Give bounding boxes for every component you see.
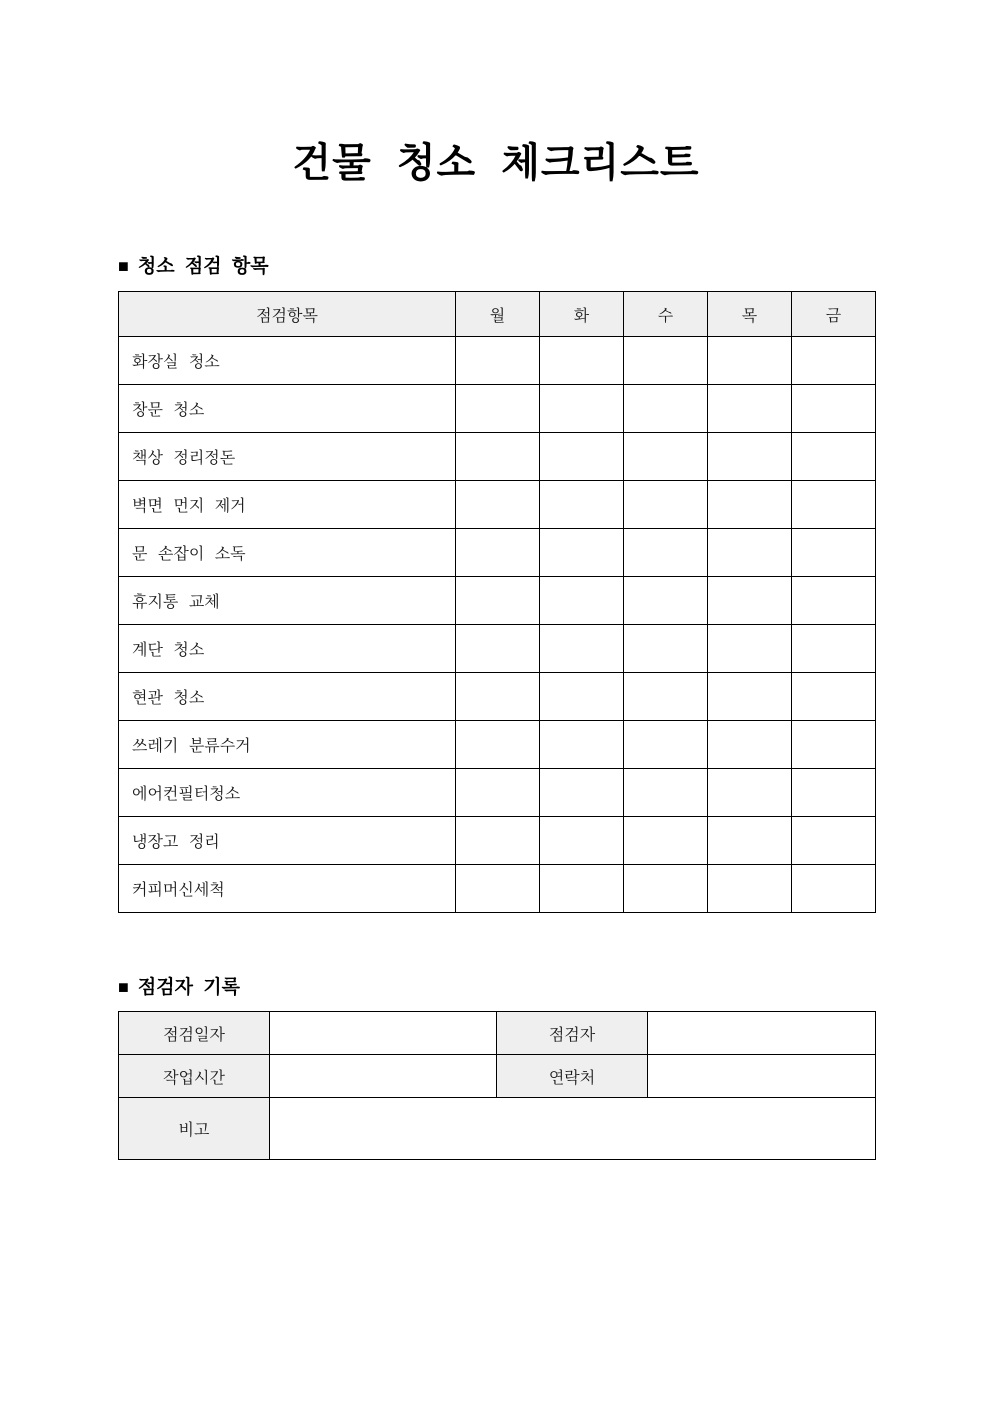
- check-cell: [624, 481, 708, 529]
- check-cell: [708, 385, 792, 433]
- check-cell: [456, 577, 540, 625]
- table-row: [119, 769, 876, 817]
- table-row: [119, 529, 876, 577]
- check-cell: [456, 337, 540, 385]
- check-cell: [540, 625, 624, 673]
- check-cell: [708, 337, 792, 385]
- check-cell: [792, 337, 876, 385]
- check-cell: [792, 721, 876, 769]
- check-cell: [792, 481, 876, 529]
- check-cell: [792, 769, 876, 817]
- column-header-fri: 금: [792, 292, 876, 337]
- check-cell: [708, 865, 792, 913]
- check-cell: [540, 817, 624, 865]
- work-time-value: [270, 1055, 497, 1098]
- record-row-date-inspector: [119, 1012, 876, 1055]
- square-bullet-icon: ■: [118, 977, 129, 997]
- checklist-item-label: 창문 청소: [119, 385, 456, 433]
- check-cell: [540, 721, 624, 769]
- check-cell: [792, 625, 876, 673]
- table-row: [119, 433, 876, 481]
- contact-label: 연락처: [497, 1055, 648, 1098]
- check-cell: [708, 529, 792, 577]
- check-cell: [456, 673, 540, 721]
- column-header-wed: 수: [624, 292, 708, 337]
- check-cell: [456, 817, 540, 865]
- inspector-record-table: [118, 1011, 876, 1160]
- table-row: [119, 673, 876, 721]
- checklist-item-label: 에어컨필터청소: [119, 769, 456, 817]
- section-heading-label: 점검자 기록: [137, 977, 240, 998]
- inspector-value: [648, 1012, 876, 1055]
- check-cell: [708, 721, 792, 769]
- check-cell: [708, 577, 792, 625]
- check-cell: [456, 865, 540, 913]
- square-bullet-icon: ■: [118, 256, 129, 276]
- column-header-mon: 월: [456, 292, 540, 337]
- remarks-value: [270, 1098, 876, 1160]
- check-cell: [540, 433, 624, 481]
- check-cell: [624, 337, 708, 385]
- check-cell: [792, 385, 876, 433]
- check-cell: [792, 577, 876, 625]
- check-cell: [456, 385, 540, 433]
- check-cell: [792, 673, 876, 721]
- table-row: [119, 481, 876, 529]
- record-row-remarks: [119, 1098, 876, 1160]
- check-cell: [708, 817, 792, 865]
- checklist-item-label: 휴지통 교체: [119, 577, 456, 625]
- check-cell: [456, 721, 540, 769]
- checklist-item-label: 계단 청소: [119, 625, 456, 673]
- check-cell: [540, 385, 624, 433]
- check-cell: [624, 817, 708, 865]
- check-cell: [624, 625, 708, 673]
- checklist-item-label: 냉장고 정리: [119, 817, 456, 865]
- page-title: 건물 청소 체크리스트: [292, 141, 700, 185]
- check-cell: [456, 529, 540, 577]
- check-cell: [792, 433, 876, 481]
- check-cell: [624, 577, 708, 625]
- checklist-item-label: 화장실 청소: [119, 337, 456, 385]
- check-cell: [708, 625, 792, 673]
- inspection-date-label: 점검일자: [119, 1012, 270, 1055]
- table-row: [119, 625, 876, 673]
- checklist-item-label: 책상 정리정돈: [119, 433, 456, 481]
- table-row: [119, 337, 876, 385]
- check-cell: [708, 481, 792, 529]
- remarks-label: 비고: [119, 1098, 270, 1160]
- checklist-item-label: 커피머신세척: [119, 865, 456, 913]
- check-cell: [708, 433, 792, 481]
- check-cell: [456, 433, 540, 481]
- check-cell: [624, 865, 708, 913]
- inspector-label: 점검자: [497, 1012, 648, 1055]
- check-cell: [540, 481, 624, 529]
- check-cell: [708, 673, 792, 721]
- table-row: [119, 721, 876, 769]
- check-cell: [792, 529, 876, 577]
- table-row: [119, 385, 876, 433]
- check-cell: [540, 865, 624, 913]
- checklist-item-label: 문 손잡이 소독: [119, 529, 456, 577]
- column-header-item: 점검항목: [119, 292, 456, 337]
- table-row: [119, 577, 876, 625]
- inspection-date-value: [270, 1012, 497, 1055]
- cleaning-checklist-table: [118, 291, 876, 913]
- check-cell: [540, 337, 624, 385]
- section-heading-cleaning-items: [118, 251, 269, 278]
- check-cell: [456, 769, 540, 817]
- checklist-header-row: [119, 292, 876, 337]
- section-heading-inspector-record: [118, 972, 240, 999]
- check-cell: [792, 865, 876, 913]
- check-cell: [624, 721, 708, 769]
- checklist-item-label: 벽면 먼지 제거: [119, 481, 456, 529]
- check-cell: [624, 433, 708, 481]
- column-header-tue: 화: [540, 292, 624, 337]
- check-cell: [624, 769, 708, 817]
- check-cell: [792, 817, 876, 865]
- work-time-label: 작업시간: [119, 1055, 270, 1098]
- check-cell: [624, 385, 708, 433]
- column-header-thu: 목: [708, 292, 792, 337]
- check-cell: [456, 625, 540, 673]
- check-cell: [624, 673, 708, 721]
- checklist-item-label: 쓰레기 분류수거: [119, 721, 456, 769]
- check-cell: [624, 529, 708, 577]
- contact-value: [648, 1055, 876, 1098]
- check-cell: [456, 481, 540, 529]
- check-cell: [540, 577, 624, 625]
- check-cell: [540, 673, 624, 721]
- checklist-item-label: 현관 청소: [119, 673, 456, 721]
- check-cell: [708, 769, 792, 817]
- check-cell: [540, 769, 624, 817]
- table-row: [119, 817, 876, 865]
- table-row: [119, 865, 876, 913]
- section-heading-label: 청소 점검 항목: [137, 256, 269, 277]
- record-row-worktime-contact: [119, 1055, 876, 1098]
- check-cell: [540, 529, 624, 577]
